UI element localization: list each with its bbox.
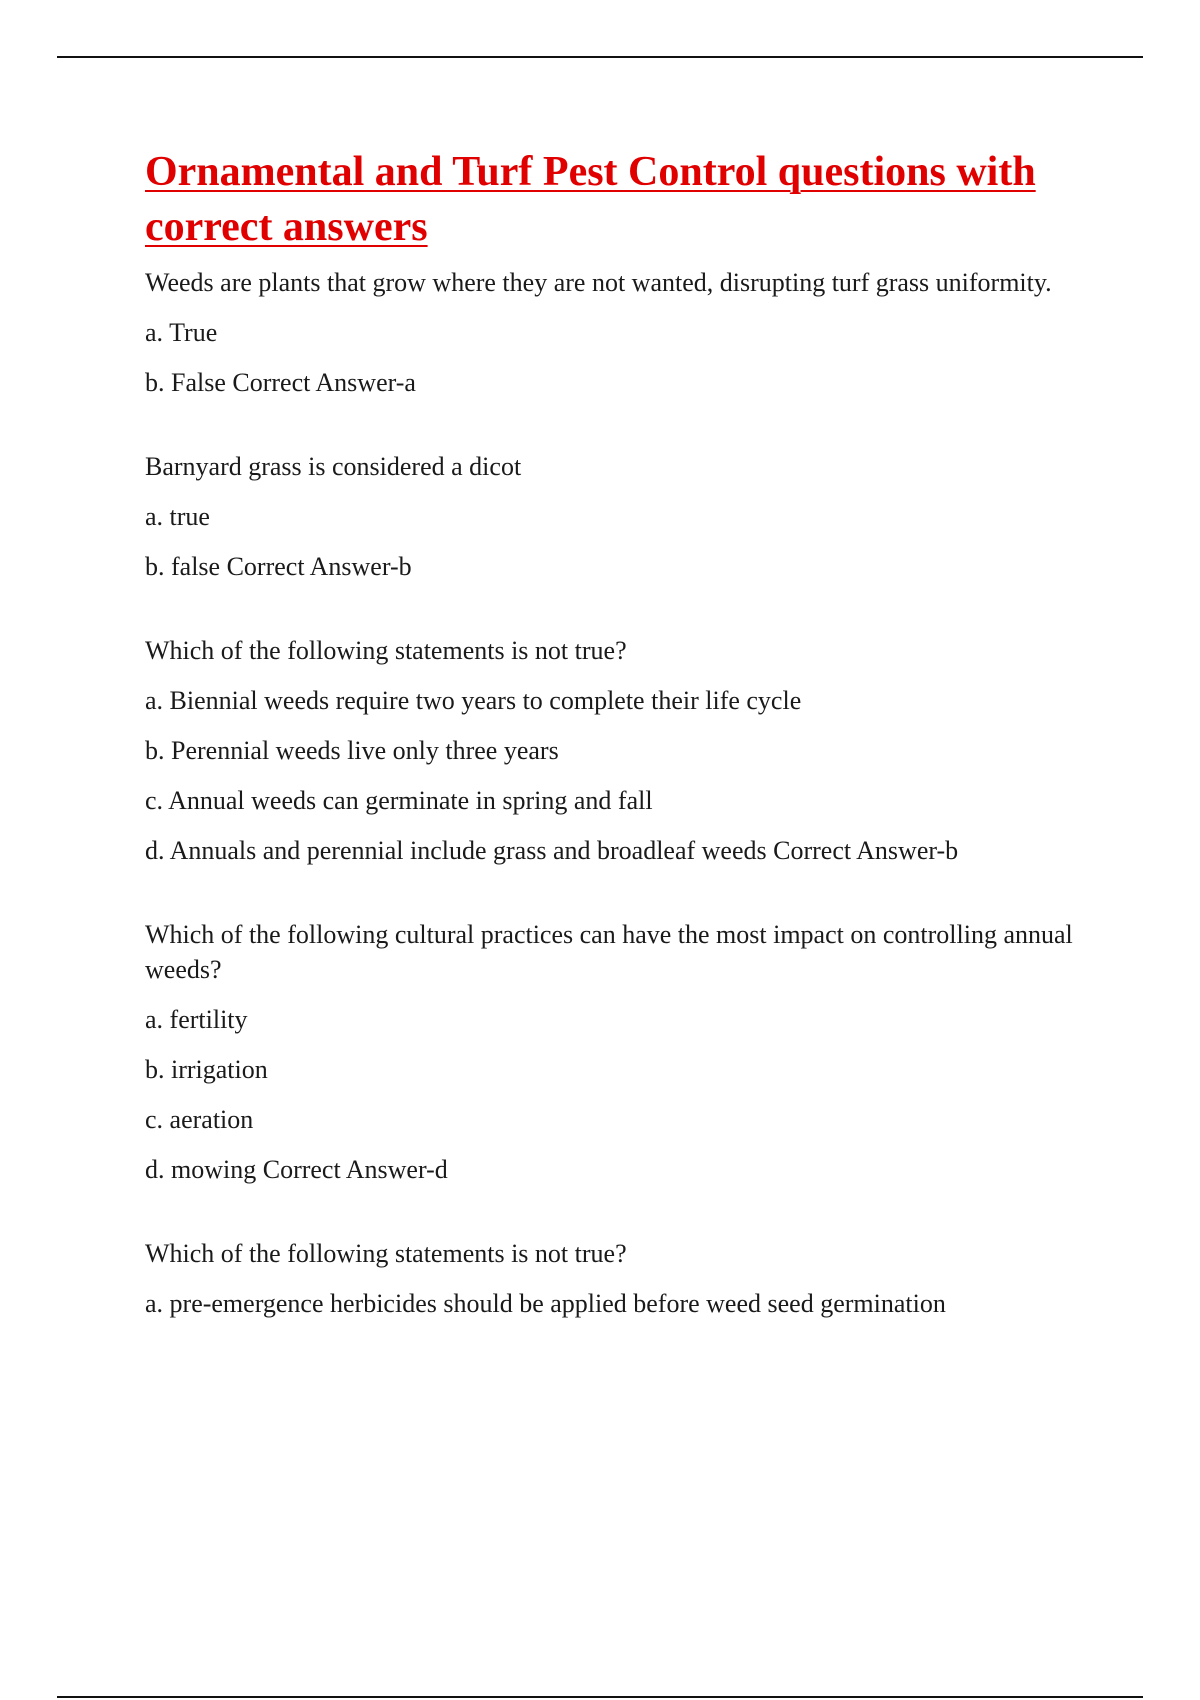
question-text: Which of the following statements is not true?: [145, 636, 627, 665]
answer-option: c. aeration: [145, 1105, 254, 1134]
answer-option: b. false Correct Answer-b: [145, 552, 412, 581]
question-text: Barnyard grass is considered a dicot: [145, 452, 522, 481]
question-2: [145, 449, 1105, 584]
answer-option: a. pre-emergence herbicides should be applied before weed seed germination: [145, 1289, 946, 1318]
answer-option: a. True: [145, 318, 218, 347]
question-4: [145, 917, 1105, 1187]
question-3: [145, 633, 1105, 868]
answer-option: a. Biennial weeds require two years to complete their life cycle: [145, 686, 802, 715]
question-text: Weeds are plants that grow where they are not wanted, disrupting turf grass uniformity.: [145, 268, 1052, 297]
page-top-rule: [57, 56, 1143, 58]
document-body: [145, 145, 1105, 1370]
question-5: [145, 1236, 1105, 1321]
answer-option: b. Perennial weeds live only three years: [145, 736, 559, 765]
page-bottom-rule: [57, 1696, 1143, 1698]
answer-option: b. False Correct Answer-a: [145, 368, 416, 397]
answer-option: a. fertility: [145, 1005, 248, 1034]
answer-option: b. irrigation: [145, 1055, 268, 1084]
answer-option: d. Annuals and perennial include grass and broadleaf weeds Correct Answer-b: [145, 836, 959, 865]
document-title: Ornamental and Turf Pest Control questions with correct answers: [145, 149, 1036, 250]
answer-option: a. true: [145, 502, 210, 531]
answer-option: c. Annual weeds can germinate in spring and fall: [145, 786, 653, 815]
answer-option: d. mowing Correct Answer-d: [145, 1155, 448, 1184]
question-text: Which of the following cultural practices can have the most impact on controlling annual weeds?: [145, 920, 1073, 984]
question-1: [145, 265, 1105, 400]
question-text: Which of the following statements is not true?: [145, 1239, 627, 1268]
